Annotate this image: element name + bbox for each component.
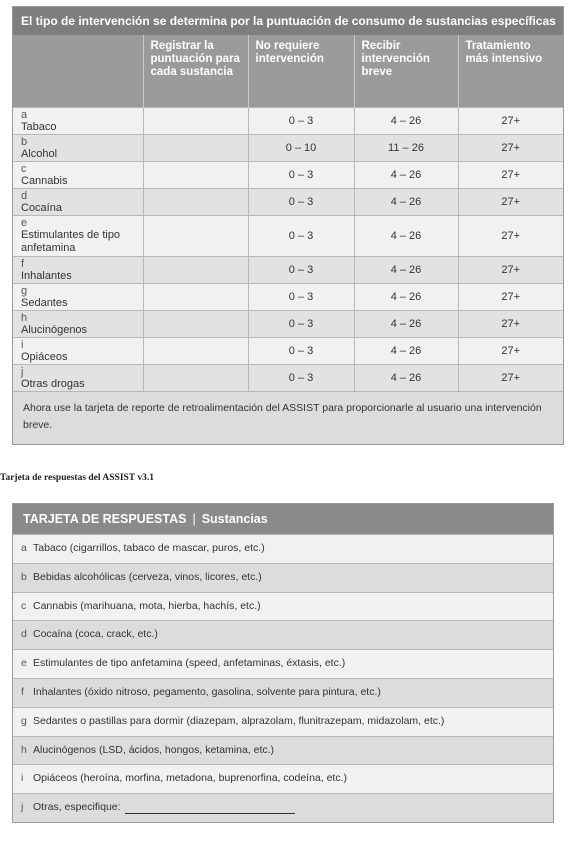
- intensive-treatment-range: 27+: [458, 108, 563, 135]
- brief-intervention-range: 4 – 26: [354, 257, 458, 284]
- intervention-table-title: El tipo de intervención se determina por la puntuación de consumo de sustancias específicas: [13, 7, 563, 35]
- substance-cell: [13, 216, 143, 257]
- intervention-note: Ahora use la tarjeta de reporte de retroalimentación del ASSIST para proporcionarle al usuario una intervención breve.: [13, 391, 563, 444]
- intensive-treatment-range: 27+: [458, 365, 563, 392]
- row-letter: a: [21, 108, 28, 121]
- no-intervention-range: 0 – 3: [248, 311, 354, 338]
- intensive-treatment-range: 27+: [458, 216, 563, 257]
- brief-intervention-range: 4 – 26: [354, 338, 458, 365]
- table-row: [13, 284, 563, 311]
- header-intensive-treatment: Tratamiento más intensivo: [458, 35, 563, 108]
- substance-description: Estimulantes de tipo anfetamina (speed, anfetaminas, éxtasis, etc.): [33, 657, 346, 670]
- table-row: [13, 189, 563, 216]
- list-item: [13, 736, 553, 765]
- substance-description: Tabaco (cigarrillos, tabaco de mascar, puros, etc.): [33, 542, 265, 554]
- substance-name: Estimulantes de tipo anfetamina: [21, 229, 121, 254]
- row-letter: j: [21, 801, 24, 814]
- substance-cell: [13, 284, 143, 311]
- table-row: [13, 216, 563, 257]
- substance-name: Opiáceos: [21, 350, 68, 363]
- intensive-treatment-range: 27+: [458, 338, 563, 365]
- row-letter: c: [21, 599, 27, 612]
- intervention-header-row: [13, 35, 563, 108]
- list-item: [13, 563, 553, 592]
- score-cell[interactable]: [143, 365, 248, 392]
- answer-card-caption: Tarjeta de respuestas del ASSIST v3.1: [0, 473, 154, 483]
- no-intervention-range: 0 – 3: [248, 189, 354, 216]
- brief-intervention-range: 11 – 26: [354, 135, 458, 162]
- substance-description: Otras, especifique:: [33, 801, 121, 814]
- no-intervention-range: 0 – 3: [248, 162, 354, 189]
- header-substance: [13, 35, 143, 108]
- substance-cell: [13, 311, 143, 338]
- row-letter: j: [21, 365, 24, 378]
- answer-card: [12, 503, 554, 823]
- intensive-treatment-range: 27+: [458, 189, 563, 216]
- substance-name: Cocaína: [21, 201, 62, 214]
- score-cell[interactable]: [143, 162, 248, 189]
- brief-intervention-range: 4 – 26: [354, 365, 458, 392]
- substance-cell: [13, 108, 143, 135]
- table-row: [13, 338, 563, 365]
- brief-intervention-range: 4 – 26: [354, 162, 458, 189]
- substance-cell: [13, 162, 143, 189]
- substance-name: Alcohol: [21, 147, 58, 160]
- intensive-treatment-range: 27+: [458, 162, 563, 189]
- substance-cell: [13, 257, 143, 284]
- substance-cell: [13, 189, 143, 216]
- list-item: [13, 649, 553, 678]
- substance-cell: [13, 365, 143, 392]
- row-letter: b: [21, 135, 28, 148]
- row-letter: i: [21, 772, 24, 785]
- list-item: [13, 620, 553, 649]
- row-letter: d: [21, 189, 28, 202]
- row-letter: a: [21, 542, 27, 554]
- no-intervention-range: 0 – 3: [248, 365, 354, 392]
- list-item: [13, 534, 553, 563]
- substance-description: Alucinógenos (LSD, ácidos, hongos, ketamina, etc.): [33, 743, 275, 756]
- answer-card-subtitle: Sustancias: [201, 512, 268, 526]
- intensive-treatment-range: 27+: [458, 284, 563, 311]
- brief-intervention-range: 4 – 26: [354, 284, 458, 311]
- score-cell[interactable]: [143, 338, 248, 365]
- row-letter: f: [21, 257, 25, 270]
- brief-intervention-range: 4 – 26: [354, 189, 458, 216]
- substance-description: Cannabis (marihuana, mota, hierba, hachís, etc.): [33, 599, 261, 612]
- intervention-table: [12, 6, 564, 445]
- substance-name: Tabaco: [21, 120, 57, 133]
- specify-line[interactable]: [125, 801, 295, 814]
- brief-intervention-range: 4 – 26: [354, 216, 458, 257]
- header-separator: |: [192, 512, 196, 526]
- score-cell[interactable]: [143, 108, 248, 135]
- substance-description: Cocaína (coca, crack, etc.): [33, 628, 158, 641]
- intensive-treatment-range: 27+: [458, 257, 563, 284]
- substance-name: Otras drogas: [21, 377, 85, 390]
- score-cell[interactable]: [143, 189, 248, 216]
- row-letter: e: [21, 657, 27, 670]
- list-item: [13, 793, 553, 822]
- list-item: [13, 707, 553, 736]
- header-no-intervention: No requiere intervención: [248, 35, 354, 108]
- list-item: [13, 592, 553, 621]
- table-row: [13, 108, 563, 135]
- intensive-treatment-range: 27+: [458, 135, 563, 162]
- score-cell[interactable]: [143, 284, 248, 311]
- row-letter: e: [21, 217, 28, 229]
- table-row: [13, 257, 563, 284]
- substance-name: Inhalantes: [21, 269, 72, 282]
- intervention-grid: [13, 35, 563, 391]
- score-cell[interactable]: [143, 135, 248, 162]
- row-letter: g: [21, 714, 27, 727]
- row-letter: g: [21, 284, 28, 297]
- brief-intervention-range: 4 – 26: [354, 108, 458, 135]
- row-letter: d: [21, 628, 27, 641]
- table-row: [13, 135, 563, 162]
- row-letter: h: [21, 743, 27, 756]
- header-brief-intervention: Recibir intervención breve: [354, 35, 458, 108]
- table-row: [13, 365, 563, 392]
- header-score: Registrar la puntuación para cada sustancia: [143, 35, 248, 108]
- table-row: [13, 311, 563, 338]
- substance-cell: [13, 338, 143, 365]
- list-item: [13, 678, 553, 707]
- score-cell[interactable]: [143, 257, 248, 284]
- row-letter: b: [21, 570, 27, 583]
- brief-intervention-range: 4 – 26: [354, 311, 458, 338]
- no-intervention-range: 0 – 3: [248, 108, 354, 135]
- no-intervention-range: 0 – 3: [248, 257, 354, 284]
- no-intervention-range: 0 – 3: [248, 284, 354, 311]
- intensive-treatment-range: 27+: [458, 311, 563, 338]
- row-letter: h: [21, 311, 28, 324]
- substance-name: Cannabis: [21, 174, 68, 187]
- substance-description: Inhalantes (óxido nitroso, pegamento, gasolina, solvente para pintura, etc.): [33, 685, 381, 698]
- substance-name: Sedantes: [21, 296, 68, 309]
- substance-description: Bebidas alcohólicas (cerveza, vinos, licores, etc.): [33, 570, 262, 583]
- no-intervention-range: 0 – 10: [248, 135, 354, 162]
- substance-cell: [13, 135, 143, 162]
- table-row: [13, 162, 563, 189]
- list-item: [13, 764, 553, 793]
- score-cell[interactable]: [143, 216, 248, 257]
- substance-description: Opiáceos (heroína, morfina, metadona, buprenorfina, codeína, etc.): [33, 772, 348, 785]
- no-intervention-range: 0 – 3: [248, 338, 354, 365]
- row-letter: i: [21, 338, 24, 351]
- substance-description: Sedantes o pastillas para dormir (diazepam, alprazolam, flunitrazepam, midazolam, etc.): [33, 714, 445, 727]
- no-intervention-range: 0 – 3: [248, 216, 354, 257]
- answer-card-title: TARJETA DE RESPUESTAS: [23, 512, 187, 526]
- row-letter: f: [21, 685, 24, 698]
- substance-name: Alucinógenos: [21, 323, 88, 336]
- score-cell[interactable]: [143, 311, 248, 338]
- answer-card-header: [13, 504, 553, 534]
- row-letter: c: [21, 162, 27, 175]
